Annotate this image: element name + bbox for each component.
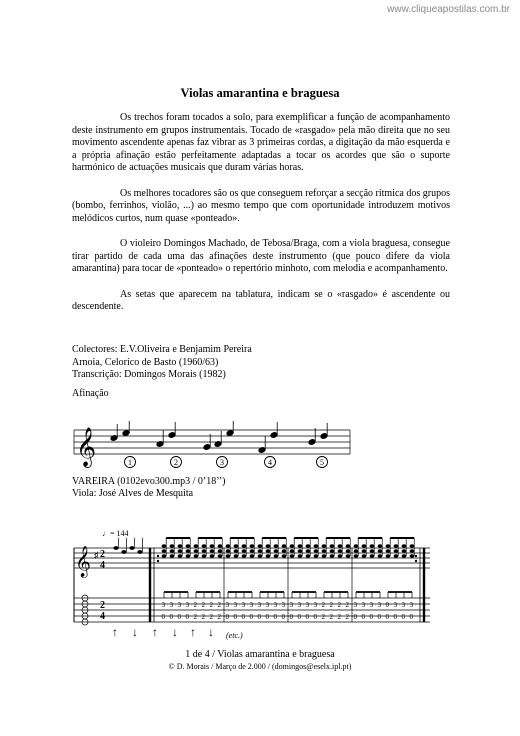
tab-fret-number: 3: [377, 601, 381, 609]
chord-note: [113, 538, 118, 550]
tab-fret-number: 0: [305, 613, 309, 621]
intro-text: [72, 112, 450, 327]
tab-fret-number: 2: [321, 613, 325, 621]
strum-arrow-icon: ↑: [152, 625, 158, 639]
tab-fret-number: 3: [273, 601, 277, 609]
tab-fret-number: 2: [329, 613, 333, 621]
tab-fret-number: 2: [209, 613, 213, 621]
credit-transcription: Transcrição: Domingos Morais (1982): [72, 369, 226, 380]
tab-time-top: 2: [100, 600, 105, 611]
paragraph: Os melhores tocadores são os que conseguem reforçar a secção rítmica dos grupos (bombo, ferrinhos, violão, ...) ao mesmo tempo que com oportunidade introduzem motivos melódicos curtos, num quase «ponteado».: [72, 187, 450, 224]
tab-fret-number: 0: [249, 613, 253, 621]
site-watermark[interactable]: www.cliqueapostilas.com.br: [387, 4, 510, 15]
string-number: 4: [268, 458, 272, 467]
chord-note: [129, 538, 134, 550]
tab-fret-number: 0: [361, 613, 365, 621]
credit-location: Arnoia, Celorico de Basto (1960/63): [72, 356, 219, 368]
strum-arrow-icon: ↑: [190, 625, 196, 639]
tab-fret-number: 3: [161, 601, 165, 609]
tab-fret-number: 0: [281, 613, 285, 621]
string-number: 3: [220, 458, 224, 467]
score-annotation: (etc.): [226, 631, 243, 640]
string-number: 5: [320, 458, 324, 467]
tab-fret-number: 0: [393, 613, 397, 621]
tab-fret-number: 0: [385, 613, 389, 621]
tab-fret-number: 3: [393, 601, 397, 609]
tuning-notes: [110, 421, 328, 453]
tuning-label: Afinação: [72, 388, 109, 399]
piece-info: [72, 476, 226, 500]
tab-fret-number: 0: [273, 613, 277, 621]
time-signature-top: 2: [100, 549, 105, 560]
tab-fret-number: 0: [385, 601, 389, 609]
tab-fret-number: 3: [169, 601, 173, 609]
tab-fret-number: 2: [337, 613, 341, 621]
key-signature: ♯: [94, 550, 99, 560]
strum-arrow-icon: ↓: [172, 625, 178, 639]
chord-note: [121, 538, 126, 554]
tab-fret-number: 3: [281, 601, 285, 609]
treble-clef-icon: 𝄞: [75, 546, 91, 576]
tab-fret-number: 0: [169, 613, 173, 621]
tab-fret-number: 2: [345, 613, 349, 621]
tab-fret-number: 0: [241, 613, 245, 621]
tab-fret-number: 2: [217, 601, 221, 609]
tab-fret-number: 3: [241, 601, 245, 609]
paragraph: O violeiro Domingos Machado, de Tebosa/Braga, com a viola braguesa, consegue tirar partido de cada uma das afinações deste instrumento (que pouco difere da viola amarantina) para tocar de «ponteado» o repertório minhoto, com melodia e acompanhamento.: [72, 238, 450, 274]
strum-arrow-icon: ↓: [132, 625, 138, 639]
score-excerpt: [72, 526, 432, 649]
tab-time-bottom: 4: [100, 611, 105, 622]
tab-fret-number: 0: [185, 613, 189, 621]
string-number: 2: [174, 458, 178, 467]
treble-clef-icon: 𝄞: [76, 429, 97, 466]
paragraph: As setas que aparecem na tablatura, indicam se o «rasgado» é ascendente ou descendente.: [72, 288, 450, 312]
tab-fret-number: 2: [329, 601, 333, 609]
tab-fret-number: 0: [233, 613, 237, 621]
piece-title: VAREIRA (0102evo300.mp3 / 0’18’’): [72, 476, 226, 487]
chord-note: [137, 538, 142, 554]
tab-fret-number: 3: [401, 601, 405, 609]
tab-fret-number: 2: [201, 601, 205, 609]
credits-block: [72, 344, 252, 382]
tab-fret-number: 3: [177, 601, 181, 609]
credit-collectors: Colectores: E.V.Oliveira e Benjamim Pereira: [72, 344, 252, 355]
tab-fret-number: 0: [289, 613, 293, 621]
tab-fret-number: 3: [353, 601, 357, 609]
tab-fret-number: 3: [369, 601, 373, 609]
tab-fret-number: 3: [361, 601, 365, 609]
paragraph: Os trechos foram tocados a solo, para exemplificar a função de acompanhamento deste instrumento em grupos instrumentais. Tocado de «rasgado» pela mão direita que no seu movimento ascendente apenas faz vibrar as 3 primeiras cordas, a digitação da mão esquerda e a própria afinação estão perfeitamente adaptadas a tocar os acordes que são o suporte harmónico de actuações musicais que duram várias horas.: [72, 112, 450, 173]
tab-fret-number: 0: [297, 613, 301, 621]
tab-fret-number: 3: [249, 601, 253, 609]
tab-fret-number: 3: [297, 601, 301, 609]
string-number: 1: [128, 458, 132, 467]
tab-fret-number: 3: [233, 601, 237, 609]
tab-fret-number: 2: [321, 601, 325, 609]
tab-fret-number: 3: [305, 601, 309, 609]
tab-fret-number: 0: [265, 613, 269, 621]
copyright-line: © D. Morais / Março de 2.000 / (domingos@eselx.ipl.pt): [168, 662, 352, 671]
tab-fret-number: 0: [401, 613, 405, 621]
tab-fret-number: 3: [257, 601, 261, 609]
strum-arrow-icon: ↑: [112, 625, 118, 639]
tab-fret-number: 0: [257, 613, 261, 621]
tab-fret-number: 2: [337, 601, 341, 609]
tab-fret-number: 3: [409, 601, 413, 609]
tab-fret-number: 2: [193, 613, 197, 621]
tab-fret-number: 0: [369, 613, 373, 621]
tab-fret-number: 3: [225, 601, 229, 609]
tab-fret-number: 0: [353, 613, 357, 621]
tab-fret-number: 0: [161, 613, 165, 621]
tempo-marking: ♩= 144: [102, 529, 129, 538]
tab-fret-number: 3: [185, 601, 189, 609]
tab-fret-number: 0: [409, 613, 413, 621]
tab-fret-number: 0: [313, 613, 317, 621]
tab-fret-number: 0: [177, 613, 181, 621]
tab-fret-number: 2: [209, 601, 213, 609]
tab-fret-number: 3: [265, 601, 269, 609]
page-footer: [0, 649, 520, 673]
tuning-staff: [72, 420, 352, 477]
tab-fret-number: 2: [193, 601, 197, 609]
tab-fret-number: 2: [217, 613, 221, 621]
tab-fret-number: 2: [201, 613, 205, 621]
tab-fret-number: 0: [377, 613, 381, 621]
strum-arrow-icon: ↓: [208, 625, 214, 639]
tab-fret-number: 3: [313, 601, 317, 609]
tab-fret-number: 2: [345, 601, 349, 609]
piece-performer: Viola: José Alves de Mesquita: [72, 488, 194, 499]
tab-fret-number: 3: [289, 601, 293, 609]
time-signature-bottom: 4: [100, 560, 105, 571]
page-number: 1 de 4 / Violas amarantina e braguesa: [185, 649, 335, 660]
tab-fret-number: 0: [225, 613, 229, 621]
page-title: Violas amarantina e braguesa: [180, 86, 340, 100]
